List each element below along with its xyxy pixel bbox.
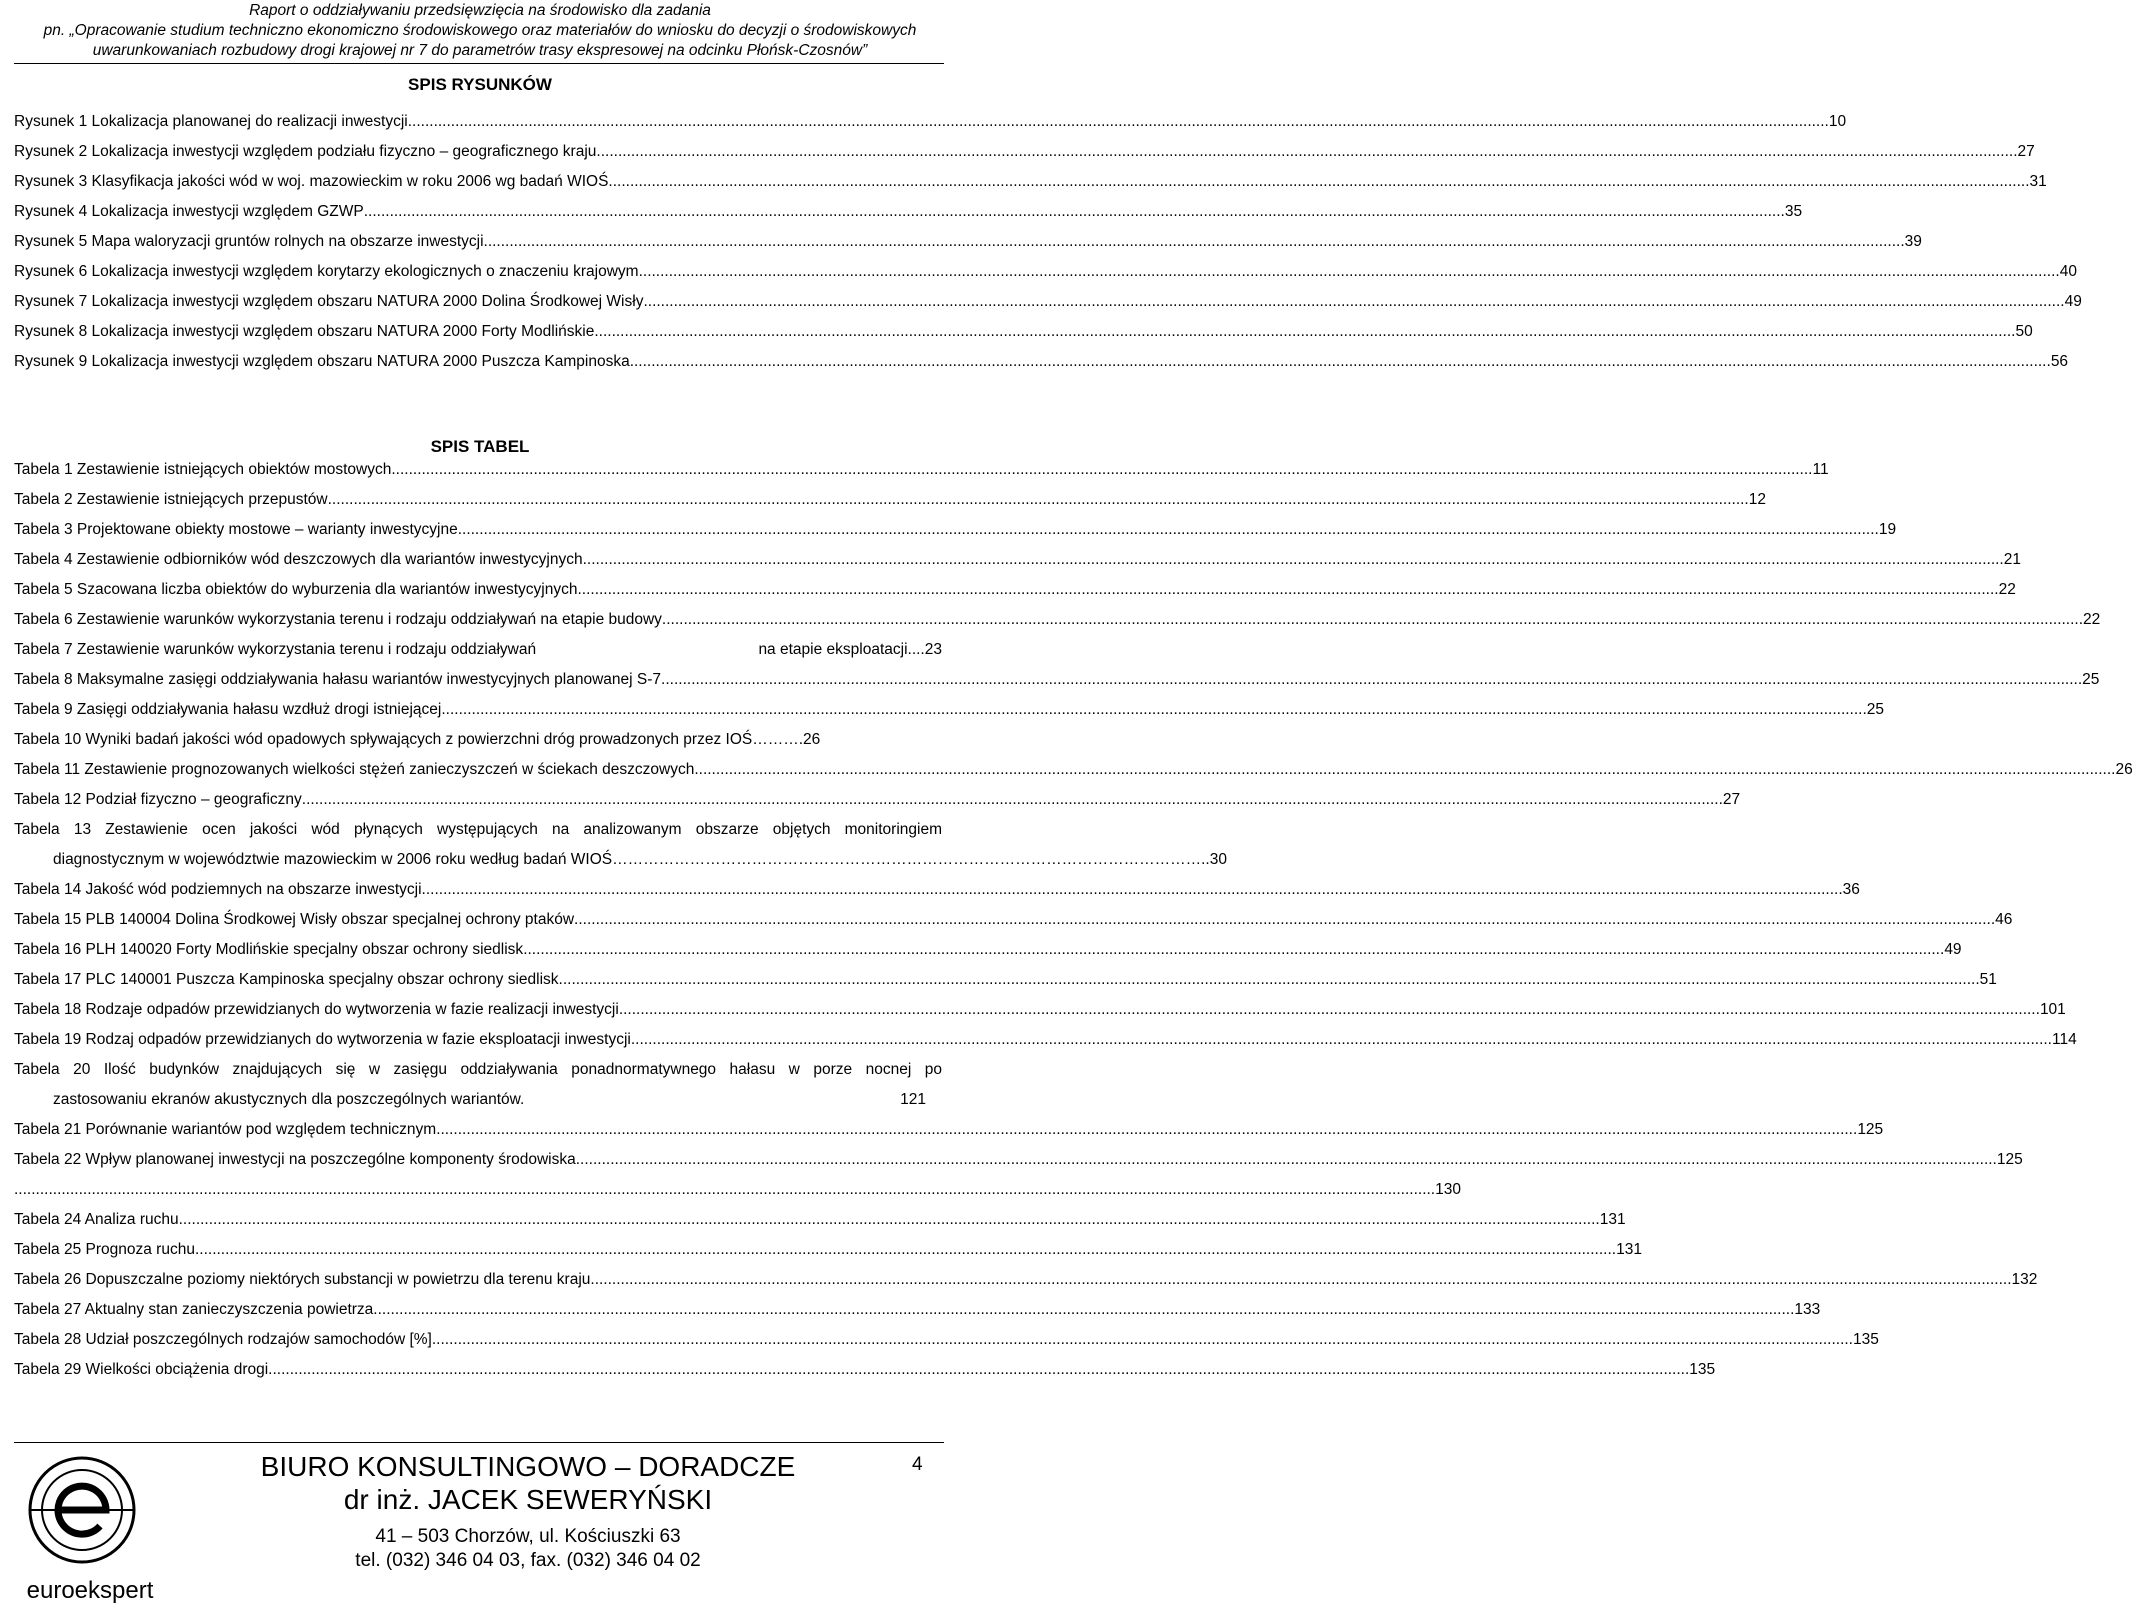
table-entry-10[interactable] bbox=[14, 725, 942, 755]
entry-page: 121 bbox=[900, 1091, 926, 1108]
entry-text: Tabela 27 Aktualny stan zanieczyszczenia powietrza bbox=[14, 1301, 374, 1318]
dot-leader: .. bbox=[1201, 851, 1210, 868]
entry-text: Tabela 9 Zasięgi oddziaływania hałasu wzdłuż drogi istniejącej. bbox=[14, 701, 446, 718]
entry-text: Tabela 10 Wyniki badań jakości wód opadowych spływających z powierzchni dróg prowadzonych przez IOŚ bbox=[14, 731, 753, 748]
entry-page: 30 bbox=[1209, 851, 1227, 868]
dot-leader bbox=[631, 1025, 2052, 1055]
entry-page: 46 bbox=[1995, 911, 2013, 928]
entry-page: 133 bbox=[1794, 1301, 1821, 1318]
entry-text: Rysunek 7 Lokalizacja inwestycji względem obszaru NATURA 2000 Dolina Środkowej Wisły bbox=[14, 293, 644, 310]
footer-divider bbox=[14, 1442, 944, 1443]
header-line-1: Raport o oddziaływaniu przedsięwzięcia na środowisko dla zadania bbox=[249, 2, 711, 19]
entry-text: Tabela 11 Zestawienie prognozowanych wielkości stężeń zanieczyszczeń w ściekach deszczowych bbox=[14, 761, 695, 778]
dot-leader bbox=[594, 317, 2015, 347]
table-entry-11[interactable] bbox=[14, 755, 2133, 785]
entry-text: Tabela 6 Zestawienie warunków wykorzystania terenu i rodzaju oddziaływań na etapie budowy bbox=[14, 611, 662, 628]
entry-text: Tabela 29 Wielkości obciążenia drogi bbox=[14, 1361, 269, 1378]
entry-text: Tabela 4 Zestawienie odbiorników wód deszczowych dla wariantów inwestycyjnych bbox=[14, 551, 583, 568]
page-number: 4 bbox=[912, 1454, 923, 1475]
entry-text: Tabela 14 Jakość wód podziemnych na obszarze inwestycji bbox=[14, 881, 422, 898]
entry-page: 27 bbox=[2017, 143, 2035, 160]
table-entry-29[interactable] bbox=[14, 1355, 1716, 1385]
entry-text: Tabela 18 Rodzaje odpadów przewidzianych do wytworzenia w fazie realizacji inwestycji bbox=[14, 1001, 619, 1018]
dot-leader bbox=[446, 695, 1867, 725]
dot-leader bbox=[523, 935, 1944, 965]
entry-page: 31 bbox=[2029, 173, 2047, 190]
entry-page: 49 bbox=[2064, 293, 2082, 310]
entry-text: Tabela 21 Porównanie wariantów pod względem technicznym bbox=[14, 1121, 437, 1138]
table-entry-23[interactable] bbox=[14, 1175, 1461, 1205]
dot-leader bbox=[268, 1355, 1689, 1385]
figures-title: SPIS RYSUNKÓW bbox=[408, 75, 552, 94]
entry-page: 130 bbox=[1435, 1181, 1461, 1198]
dot-leader bbox=[328, 485, 1749, 515]
entry-page: 22 bbox=[2083, 611, 2101, 628]
dot-leader bbox=[576, 1145, 1997, 1175]
entry-text: Tabela 5 Szacowana liczba obiektów do wyburzenia dla wariantów inwestycyjnych bbox=[14, 581, 578, 598]
dot-leader bbox=[391, 455, 1812, 485]
figure-entry-7[interactable] bbox=[14, 287, 2082, 317]
table-entry-2[interactable] bbox=[14, 485, 1766, 515]
figure-entry-5[interactable] bbox=[14, 227, 1922, 257]
entry-page: 11 bbox=[1812, 461, 1829, 478]
entry-page: 49 bbox=[1944, 941, 1962, 958]
entry-text: Tabela 2 Zestawienie istniejących przepustów bbox=[14, 491, 328, 508]
table-entry-8[interactable] bbox=[14, 665, 2100, 695]
table-entry-13[interactable] bbox=[14, 815, 1227, 875]
tables-title: SPIS TABEL bbox=[430, 437, 530, 456]
dot-leader bbox=[619, 995, 2040, 1025]
entry-page: 26 bbox=[2115, 761, 2133, 778]
entry-page: 135 bbox=[1853, 1331, 1879, 1348]
dot-leader bbox=[639, 257, 2060, 287]
entry-page: 21 bbox=[2003, 551, 2021, 568]
figure-entry-9[interactable] bbox=[14, 347, 2069, 377]
entry-text: Tabela 7 Zestawienie warunków wykorzystania terenu i rodzaju oddziaływań bbox=[14, 641, 537, 658]
dot-leader bbox=[302, 785, 1723, 815]
figures-list bbox=[14, 107, 2082, 377]
entry-page: 131 bbox=[1599, 1211, 1626, 1228]
entry-page: 114 bbox=[2052, 1031, 2077, 1048]
figure-entry-4[interactable] bbox=[14, 197, 1803, 227]
table-entry-1[interactable] bbox=[14, 455, 1829, 485]
entry-text: Tabela 25 Prognoza ruchu bbox=[14, 1241, 195, 1258]
figure-entry-1[interactable] bbox=[14, 107, 1847, 137]
entry-page: 10 bbox=[1828, 113, 1847, 130]
entry-page: 131 bbox=[1616, 1241, 1642, 1258]
dot-leader bbox=[694, 755, 2115, 785]
company-address: 41 – 503 Chorzów, ul. Kościuszki 63 bbox=[375, 1526, 681, 1547]
entry-text: Rysunek 5 Mapa waloryzacji gruntów rolnych na obszarze inwestycji bbox=[14, 233, 484, 250]
table-entry-24[interactable] bbox=[14, 1205, 1626, 1235]
dot-leader bbox=[574, 905, 1995, 935]
entry-text: Rysunek 2 Lokalizacja inwestycji względem podziału fizyczno – geograficznego kraju bbox=[14, 143, 597, 160]
entry-text: Tabela 16 PLH 140020 Forty Modlińskie specjalny obszar ochrony siedlisk bbox=[14, 941, 524, 958]
table-entry-21[interactable] bbox=[14, 1115, 1884, 1145]
entry-text: Tabela 15 PLB 140004 Dolina Środkowej Wisły obszar specjalnej ochrony ptaków bbox=[14, 911, 575, 928]
entry-page: 23 bbox=[924, 641, 942, 658]
company-owner: dr inż. JACEK SEWERYŃSKI bbox=[343, 1484, 713, 1515]
company-name: BIURO KONSULTINGOWO – DORADCZE bbox=[260, 1451, 796, 1482]
dot-leader bbox=[14, 1175, 1435, 1205]
dot-leader bbox=[630, 347, 2051, 377]
entry-text: Rysunek 9 Lokalizacja inwestycji względem obszaru NATURA 2000 Puszcza Kampinoska bbox=[14, 353, 630, 370]
table-entry-5[interactable] bbox=[14, 575, 2016, 605]
dot-leader bbox=[577, 575, 1998, 605]
dot-leader bbox=[643, 287, 2064, 317]
table-entry-9[interactable] bbox=[14, 695, 1885, 725]
entry-page: 12 bbox=[1748, 491, 1766, 508]
dot-leader bbox=[179, 1205, 1600, 1235]
table-entry-28[interactable] bbox=[14, 1325, 1879, 1355]
entry-page: 22 bbox=[1998, 581, 2016, 598]
dot-leader bbox=[195, 1235, 1616, 1265]
entry-text: Rysunek 8 Lokalizacja inwestycji względem obszaru NATURA 2000 Forty Modlińskie bbox=[14, 323, 595, 340]
figure-entry-6[interactable] bbox=[14, 257, 2077, 287]
euroekspert-logo bbox=[12, 1448, 182, 1608]
table-entry-20[interactable] bbox=[14, 1055, 942, 1115]
entry-page: 19 bbox=[1878, 521, 1897, 538]
dot-leader bbox=[408, 107, 1829, 137]
dot-leader bbox=[436, 1115, 1857, 1145]
dot-leader bbox=[422, 875, 1843, 905]
entry-text-continued: zastosowaniu ekranów akustycznych dla poszczególnych wariantów. bbox=[53, 1091, 525, 1108]
header-line-2: pn. „Opracowanie studium techniczno ekonomiczno środowiskowego oraz materiałów do wniosku do decyzji o środowiskowych bbox=[43, 22, 917, 39]
entry-text: Rysunek 6 Lokalizacja inwestycji względem korytarzy ekologicznych o znaczeniu krajowym bbox=[14, 263, 639, 280]
entry-text: Tabela 13 Zestawienie ocen jakości wód płynących występujących na analizowanym obszarze objętych monitoringiem bbox=[14, 821, 942, 838]
dot-leader bbox=[559, 965, 1980, 995]
table-entry-4[interactable] bbox=[14, 545, 2021, 575]
entry-page: 25 bbox=[2082, 671, 2100, 688]
dot-leader bbox=[608, 167, 2029, 197]
entry-page: 39 bbox=[1904, 233, 1922, 250]
entry-page: 125 bbox=[1996, 1151, 2023, 1168]
dot-leader bbox=[596, 137, 2017, 167]
dot-leader bbox=[373, 1295, 1794, 1325]
entry-page: 50 bbox=[2015, 323, 2033, 340]
entry-text: Rysunek 3 Klasyfikacja jakości wód w woj. mazowieckim w roku 2006 wg badań WIOŚ bbox=[14, 173, 609, 190]
entry-text-tail: na etapie eksploatacji bbox=[758, 641, 908, 658]
entry-text: Tabela 20 Ilość budynków znajdujących się w zasięgu oddziaływania ponadnormatywnego hałasu w porze nocnej po bbox=[14, 1061, 942, 1078]
entry-text: Rysunek 1 Lokalizacja planowanej do realizacji inwestycji bbox=[14, 113, 408, 130]
header-divider bbox=[14, 63, 944, 64]
dot-leader bbox=[583, 545, 2004, 575]
table-entry-7[interactable] bbox=[14, 635, 942, 665]
entry-text: Tabela 26 Dopuszczalne poziomy niektórych substancji w powietrzu dla terenu kraju bbox=[14, 1271, 591, 1288]
table-entry-19[interactable] bbox=[14, 1025, 2077, 1055]
dot-leader bbox=[432, 1325, 1853, 1355]
entry-text: Tabela 1 Zestawienie istniejących obiektów mostowych bbox=[14, 461, 392, 478]
entry-page: 51 bbox=[1979, 971, 1997, 988]
dot-leader bbox=[484, 227, 1905, 257]
entry-page: 40 bbox=[2059, 263, 2077, 280]
dot-leader bbox=[612, 845, 1201, 875]
figure-entry-3[interactable] bbox=[14, 167, 2047, 197]
entry-text: Tabela 28 Udział poszczególnych rodzajów samochodów [%] bbox=[14, 1331, 432, 1348]
entry-text: Tabela 19 Rodzaj odpadów przewidzianych do wytworzenia w fazie eksploatacji inwestycji bbox=[14, 1031, 631, 1048]
page-header bbox=[0, 0, 960, 61]
dot-leader bbox=[364, 197, 1785, 227]
entry-page: 132 bbox=[2011, 1271, 2038, 1288]
figure-entry-2[interactable] bbox=[14, 137, 2035, 167]
entry-page: 36 bbox=[1842, 881, 1860, 898]
table-entry-16[interactable] bbox=[14, 935, 1962, 965]
entry-text: Tabela 24 Analiza ruchu bbox=[14, 1211, 179, 1228]
tables-list bbox=[14, 455, 2133, 1385]
entry-text: Rysunek 4 Lokalizacja inwestycji względem GZWP bbox=[14, 203, 364, 220]
entry-text: Tabela 22 Wpływ planowanej inwestycji na poszczególne komponenty środowiska bbox=[14, 1151, 576, 1168]
entry-text-continued: diagnostycznym w województwie mazowieckim w 2006 roku według badań WIOŚ bbox=[53, 851, 613, 868]
entry-page: 26 bbox=[803, 731, 821, 748]
dot-leader bbox=[590, 1265, 2011, 1295]
entry-page: 56 bbox=[2050, 353, 2069, 370]
dot-leader: .... bbox=[907, 641, 925, 658]
dot-leader bbox=[458, 515, 1879, 545]
entry-page: 35 bbox=[1784, 203, 1803, 220]
entry-page: 25 bbox=[1866, 701, 1885, 718]
entry-text: Tabela 17 PLC 140001 Puszcza Kampinoska specjalny obszar ochrony siedlisk bbox=[14, 971, 559, 988]
table-entry-3[interactable] bbox=[14, 515, 1897, 545]
logo-wordmark: euroekspert bbox=[26, 1577, 154, 1604]
table-entry-6[interactable] bbox=[14, 605, 2101, 635]
table-entry-15[interactable] bbox=[14, 905, 2013, 935]
table-entry-17[interactable] bbox=[14, 965, 1997, 995]
entry-text: Tabela 8 Maksymalne zasięgi oddziaływania hałasu wariantów inwestycyjnych planowanej S-7 bbox=[14, 671, 662, 688]
dot-leader bbox=[662, 605, 2083, 635]
header-line-3: uwarunkowaniach rozbudowy drogi krajowej nr 7 do parametrów trasy ekspresowej na odcinku Płońsk-Czosnów” bbox=[92, 42, 868, 59]
company-phone: tel. (032) 346 04 03, fax. (032) 346 04 02 bbox=[355, 1550, 701, 1571]
entry-page: 101 bbox=[2039, 1001, 2066, 1018]
entry-page: 27 bbox=[1722, 791, 1741, 808]
entry-text: Tabela 3 Projektowane obiekty mostowe – warianty inwestycyjne bbox=[14, 521, 458, 538]
table-entry-18[interactable] bbox=[14, 995, 2066, 1025]
dot-leader: . bbox=[798, 731, 804, 748]
table-entry-25[interactable] bbox=[14, 1235, 1642, 1265]
table-entry-22[interactable] bbox=[14, 1145, 2023, 1175]
table-entry-14[interactable] bbox=[14, 875, 1860, 905]
dot-leader bbox=[661, 665, 2082, 695]
entry-text: Tabela 12 Podział fizyczno – geograficzny bbox=[14, 791, 302, 808]
entry-page: 135 bbox=[1689, 1361, 1716, 1378]
entry-page: 125 bbox=[1857, 1121, 1884, 1138]
table-entry-12[interactable] bbox=[14, 785, 1741, 815]
table-entry-27[interactable] bbox=[14, 1295, 1821, 1325]
dot-leader: ……… bbox=[752, 731, 799, 748]
figure-entry-8[interactable] bbox=[14, 317, 2033, 347]
table-entry-26[interactable] bbox=[14, 1265, 2038, 1295]
